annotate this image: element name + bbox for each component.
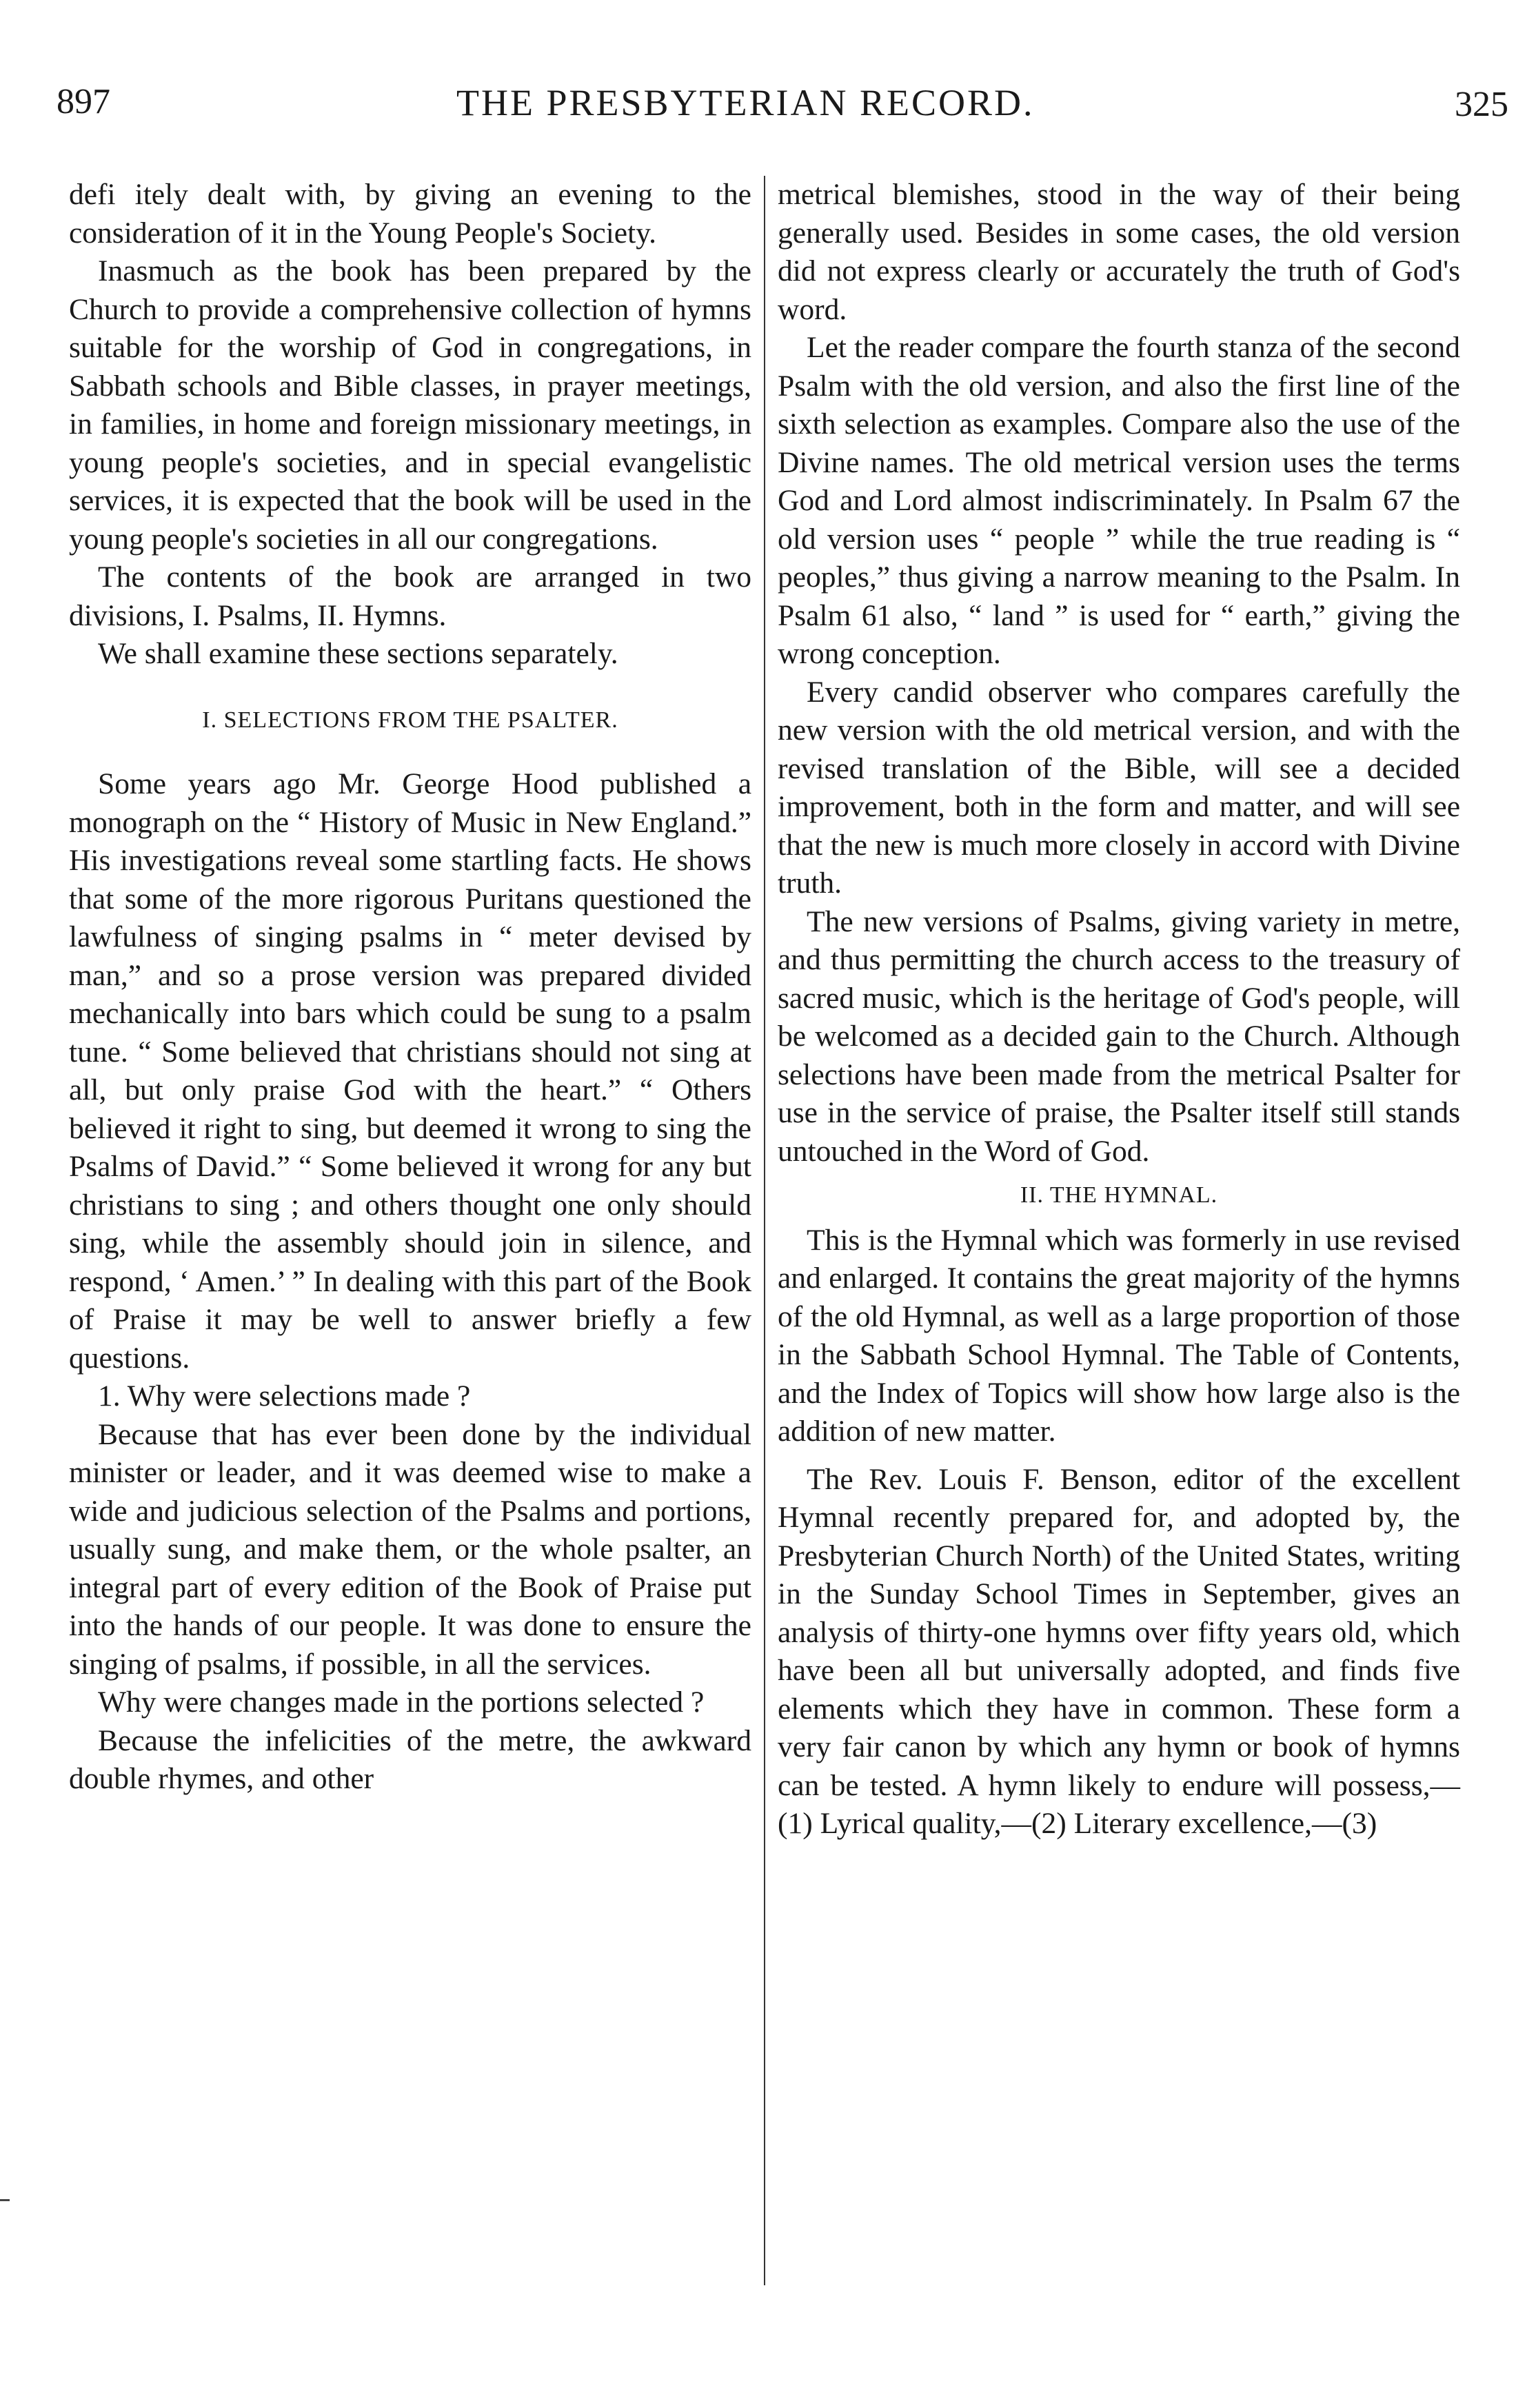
page-number-right: 325 bbox=[1455, 85, 1508, 124]
question: 1. Why were selections made ? bbox=[98, 1379, 471, 1413]
column-divider bbox=[764, 176, 765, 2285]
paragraph: Let the reader compare the fourth stanza of the second Psalm with the old version, and also the first line of the sixth selection as examples. Compare also the use of the Divine names. The old metrical version uses the terms God and Lord almost indiscriminately. In Psalm 67 the old version uses “ people ” while the true reading is “ peoples,” thus giving a narrow meaning to the Psalm. In Psalm 61 also, “ land ” is used for “ earth,” giving the wrong conception. bbox=[778, 331, 1460, 670]
paragraph: Because that has ever been done by the individual minister or leader, and it was deemed wise to make a wide and judicious selection of the Psalms and portions, usually sung, and make them, or the whole psalter, an integral part of every edition of the Book of Praise put into the hands of our people. It was done to ensure the singing of psalms, if possible, in all the services. bbox=[69, 1417, 751, 1681]
left-column bbox=[69, 176, 751, 1799]
paragraph: This is the Hymnal which was formerly in use revised and enlarged. It contains the great majority of the hymns of the old Hymnal, as well as a large proportion of those in the Sabbath School Hymnal. The Table of Contents, and the Index of Topics will show how large also is the addition of new matter. bbox=[778, 1223, 1460, 1448]
page-header bbox=[57, 81, 1508, 143]
paragraph: Because the infelicities of the metre, the awkward double rhymes, and other bbox=[69, 1723, 751, 1795]
section-heading-hymnal: II. THE HYMNAL. bbox=[1020, 1182, 1218, 1208]
paragraph: The contents of the book are arranged in two divisions, I. Psalms, II. Hymns. bbox=[69, 560, 751, 632]
question: Why were changes made in the portions selected ? bbox=[98, 1686, 705, 1719]
margin-mark bbox=[0, 2199, 10, 2201]
right-column bbox=[778, 176, 1460, 1843]
section-heading-psalter: I. SELECTIONS FROM THE PSALTER. bbox=[202, 707, 618, 733]
paragraph: Every candid observer who compares carefully the new version with the old metrical version, and with the revised translation of the Bible, will see a decided improvement, both in the form and matter, and will see that the new is much more closely in accord with Divine truth. bbox=[778, 675, 1460, 900]
paragraph: defi itely dealt with, by giving an evening to the consideration of it in the Young People's Society. bbox=[69, 178, 751, 250]
paragraph: Some years ago Mr. George Hood published a monograph on the “ History of Music in New England.” His investigations reveal some startling facts. He shows that some of the more rigorous Puritans questioned the lawfulness of singing psalms in “ meter devised by man,” and so a prose version was prepared divided mechanically into bars which could be sung to a psalm tune. “ Some believed that christians should not sing at all, but only praise God with the heart.” “ Others believed it right to sing, but deemed it wrong to sing the Psalms of David.” “ Some believed it wrong for any but christians to sing ; and others thought one only should sing, while the assembly should join in silence, and respond, ‘ Amen.’ ” In dealing with this part of the Book of Praise it may be well to answer briefly a few questions. bbox=[69, 767, 751, 1375]
paragraph: The new versions of Psalms, giving variety in metre, and thus permitting the church access to the treasury of sacred music, which is the heritage of God's people, will be welcomed as a decided gain to the Church. Although selections have been made from the metrical Psalter for use in the service of praise, the Psalter itself still stands untouched in the Word of God. bbox=[778, 904, 1460, 1168]
paragraph: We shall examine these sections separately. bbox=[98, 637, 618, 670]
running-title: THE PRESBYTERIAN RECORD. bbox=[456, 82, 1035, 123]
page-number-left: 897 bbox=[57, 82, 110, 121]
paragraph: The Rev. Louis F. Benson, editor of the excellent Hymnal recently prepared for, and adopted by, the Presbyterian Church North) of the United States, writing in the Sunday School Times in September, gives an analysis of thirty-one hymns over fifty years old, which have been all but universally adopted, and finds five elements which they have in common. These form a very fair canon by which any hymn or book of hymns can be tested. A hymn likely to endure will possess,—(1) Lyrical quality,—(2) Literary excellence,—(3) bbox=[778, 1462, 1460, 1840]
paragraph: Inasmuch as the book has been prepared by the Church to provide a comprehensive collection of hymns suitable for the worship of God in congregations, in Sabbath schools and Bible classes, in prayer meetings, in families, in home and foreign missionary meetings, in young people's societies, and in special evangelistic services, it is expected that the book will be used in the young people's societies in all our congregations. bbox=[69, 254, 751, 556]
paragraph: metrical blemishes, stood in the way of their being generally used. Besides in some cases, the old version did not express clearly or accurately the truth of God's word. bbox=[778, 178, 1460, 326]
